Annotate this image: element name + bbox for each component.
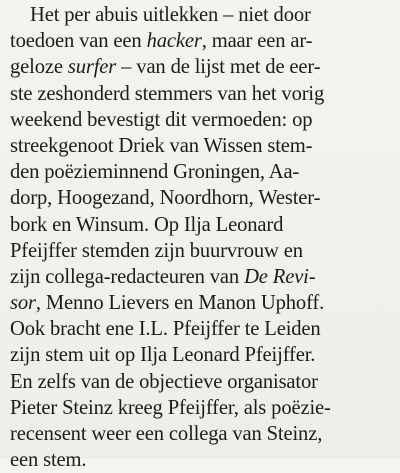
article-line-5: weekend bevestigt dit vermoeden: op <box>10 108 313 131</box>
article-line-1: Het per abuis uitlekken – niet door <box>30 4 311 26</box>
article-line-16: Pieter Steinz kreeg Pfeijffer, als poëzie- <box>10 396 331 419</box>
article-line-17: recensent weer een collega van Steinz, <box>10 423 323 445</box>
article-line-7: den poëzieminnend Groningen, Aa- <box>10 161 300 184</box>
article-paragraph <box>10 2 390 473</box>
article-line-2: toedoen van een hacker, maar een ar- <box>10 30 313 53</box>
article-line-4: ste zeshonderd stemmers van het vorig <box>10 82 325 105</box>
article-line-6: streekgenoot Driek van Wissen stem- <box>10 134 313 157</box>
italic-title-de-revisor-part-1: De Revi- <box>244 265 316 288</box>
article-line-18: een stem. <box>10 449 87 472</box>
article-line-8: dorp, Hoogezand, Noordhorn, Wester- <box>10 187 321 210</box>
italic-term-surfer: surfer <box>67 56 117 79</box>
article-line-15: En zelfs van de objectieve organisator <box>10 370 318 393</box>
article-line-10: Pfeijffer stemden zijn buurvrouw en <box>10 239 303 262</box>
italic-term-hacker: hacker <box>146 30 202 53</box>
article-line-14: zijn stem uit op Ilja Leonard Pfeijffer. <box>10 344 316 367</box>
italic-title-de-revisor-part-2: sor <box>10 292 36 315</box>
article-line-9: bork en Winsum. Op Ilja Leonard <box>10 213 284 236</box>
article-line-3: geloze surfer – van de lijst met de eer- <box>10 56 321 79</box>
article-line-11: zijn collega-redacteuren van De Revi- <box>10 265 316 288</box>
article-line-13: Ook bracht ene I.L. Pfeijffer te Leiden <box>10 318 321 341</box>
article-line-12: sor, Menno Lievers en Manon Uphoff. <box>10 292 325 315</box>
